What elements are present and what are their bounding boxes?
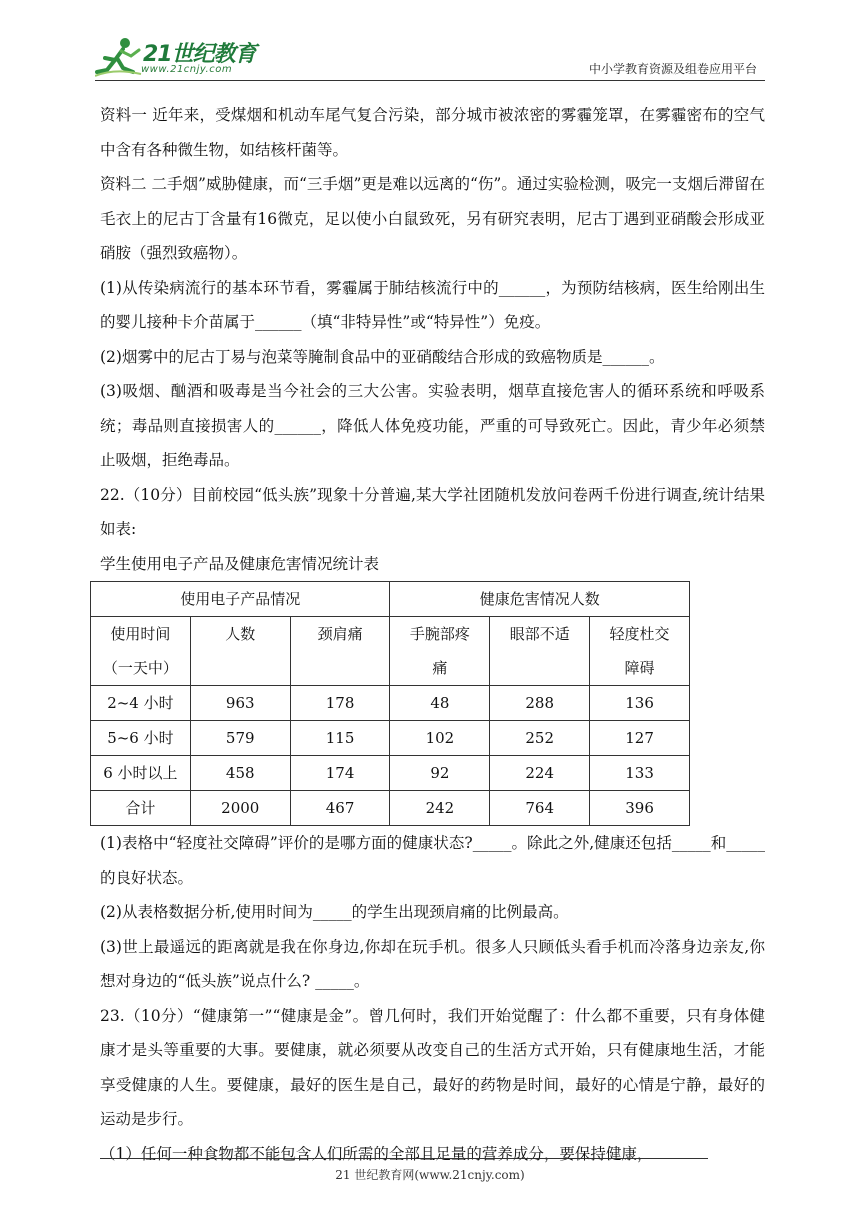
paragraph-material-2: 资料二 二手烟”威胁健康，而“三手烟”更是难以远离的“伤”。通过实验检测，吸完一支烟后滞留在毛衣上的尼古丁含量有16微克，足以使小白鼠致死，另有研究表明，尼古丁遇到亚硝酸会形成亚硝胺（强烈致癌物）。 <box>100 175 765 262</box>
logo-url: www.21cnjy.com <box>141 64 233 75</box>
table-caption: 学生使用电子产品及健康危害情况统计表 <box>100 554 380 573</box>
question-21-2: (2)烟雾中的尼古丁易与泡菜等腌制食品中的亚硝酸结合形成的致癌物质是______。 <box>100 347 665 366</box>
table-cell: 467 <box>290 791 390 826</box>
table-cell: 48 <box>390 686 490 721</box>
document-body <box>100 98 765 1171</box>
table-cell: 963 <box>190 686 290 721</box>
table-cell: 136 <box>590 686 690 721</box>
table-column-header-row <box>91 617 690 686</box>
table-cell: 764 <box>490 791 590 826</box>
logo-text: 21世纪教育 <box>143 42 256 67</box>
table-cell: 458 <box>190 756 290 791</box>
col-header-neck-pain: 颈肩痛 <box>290 617 390 686</box>
table-cell: 252 <box>490 721 590 756</box>
site-logo[interactable] <box>95 34 265 80</box>
table-cell: 5~6 小时 <box>91 721 191 756</box>
page-header <box>95 34 765 82</box>
table-group-header-row <box>91 582 690 617</box>
table-row <box>91 721 690 756</box>
table-cell: 579 <box>190 721 290 756</box>
col-header-usage-time: 使用时间 （一天中） <box>91 617 191 686</box>
paragraph-material-1: 资料一 近年来，受煤烟和机动车尾气复合污染，部分城市被浓密的雾霾笼罩，在雾霾密布的空气中含有各种微生物，如结核杆菌等。 <box>100 106 765 159</box>
table-cell: 288 <box>490 686 590 721</box>
table-cell: 224 <box>490 756 590 791</box>
table-cell: 396 <box>590 791 690 826</box>
table-cell: 133 <box>590 756 690 791</box>
statistics-table <box>90 581 690 826</box>
table-cell: 2000 <box>190 791 290 826</box>
question-21-1: (1)从传染病流行的基本环节看，雾霾属于肺结核流行中的______，为预防结核病，医生给刚出生的婴儿接种卡介苗属于______（填“非特异性”或“特异性”）免疫。 <box>100 278 765 331</box>
runner-logo-icon <box>95 36 143 78</box>
table-cell: 242 <box>390 791 490 826</box>
table-row <box>91 686 690 721</box>
table-cell: 174 <box>290 756 390 791</box>
table-row-total <box>91 791 690 826</box>
question-22-3: (3)世上最遥远的距离就是我在你身边,你却在玩手机。很多人只顾低头看手机而冷落身边亲友,你想对身边的“低头族”说点什么? _____。 <box>100 937 765 990</box>
question-21-3: (3)吸烟、酗酒和吸毒是当今社会的三大公害。实验表明，烟草直接危害人的循环系统和呼吸系统；毒品则直接损害人的______，降低人体免疫功能，严重的可导致死亡。因此，青少年必须禁止吸烟，拒绝毒品。 <box>100 382 765 469</box>
table-cell: 127 <box>590 721 690 756</box>
question-22-2: (2)从表格数据分析,使用时间为_____的学生出现颈肩痛的比例最高。 <box>100 903 569 921</box>
col-header-count: 人数 <box>190 617 290 686</box>
col-header-wrist-pain: 手腕部疼 痛 <box>390 617 490 686</box>
table-cell: 6 小时以上 <box>91 756 191 791</box>
question-22-1: (1)表格中“轻度社交障碍”评价的是哪方面的健康状态?_____。除此之外,健康还包括_____和_____的良好状态。 <box>100 834 765 887</box>
header-divider <box>95 80 765 81</box>
header-platform-text: 中小学教育资源及组卷应用平台 <box>588 62 757 76</box>
table-cell: 92 <box>390 756 490 791</box>
table-row <box>91 756 690 791</box>
table-cell: 2~4 小时 <box>91 686 191 721</box>
table-cell: 115 <box>290 721 390 756</box>
question-23-stem: 23.（10分）“健康第一”“健康是金”。曾几何时，我们开始觉醒了：什么都不重要，只有身体健康才是头等重要的大事。要健康，就必须要从改变自己的生活方式开始，只有健康地生活，才能享受健康的人生。要健康，最好的医生是自己，最好的药物是时间，最好的心情是宁静，最好的运动是步行。 <box>100 1006 765 1128</box>
group-header-health: 健康危害情况人数 <box>390 582 690 617</box>
question-23-1: （1）任何一种食物都不能包含人们所需的全部且足量的营养成分，要保持健康， <box>100 1144 653 1163</box>
question-22-stem: 22.（10分）目前校园“低头族”现象十分普遍,某大学社团随机发放问卷两千份进行调查,统计结果如表: <box>100 485 765 538</box>
table-cell: 102 <box>390 721 490 756</box>
col-header-eye-discomfort: 眼部不适 <box>490 617 590 686</box>
page-footer[interactable]: 21 世纪教育网(www.21cnjy.com) <box>335 1168 525 1182</box>
group-header-usage: 使用电子产品情况 <box>91 582 390 617</box>
col-header-social-disorder: 轻度杜交 障碍 <box>590 617 690 686</box>
footer-divider <box>100 1158 708 1159</box>
table-cell: 合计 <box>91 791 191 826</box>
table-cell: 178 <box>290 686 390 721</box>
